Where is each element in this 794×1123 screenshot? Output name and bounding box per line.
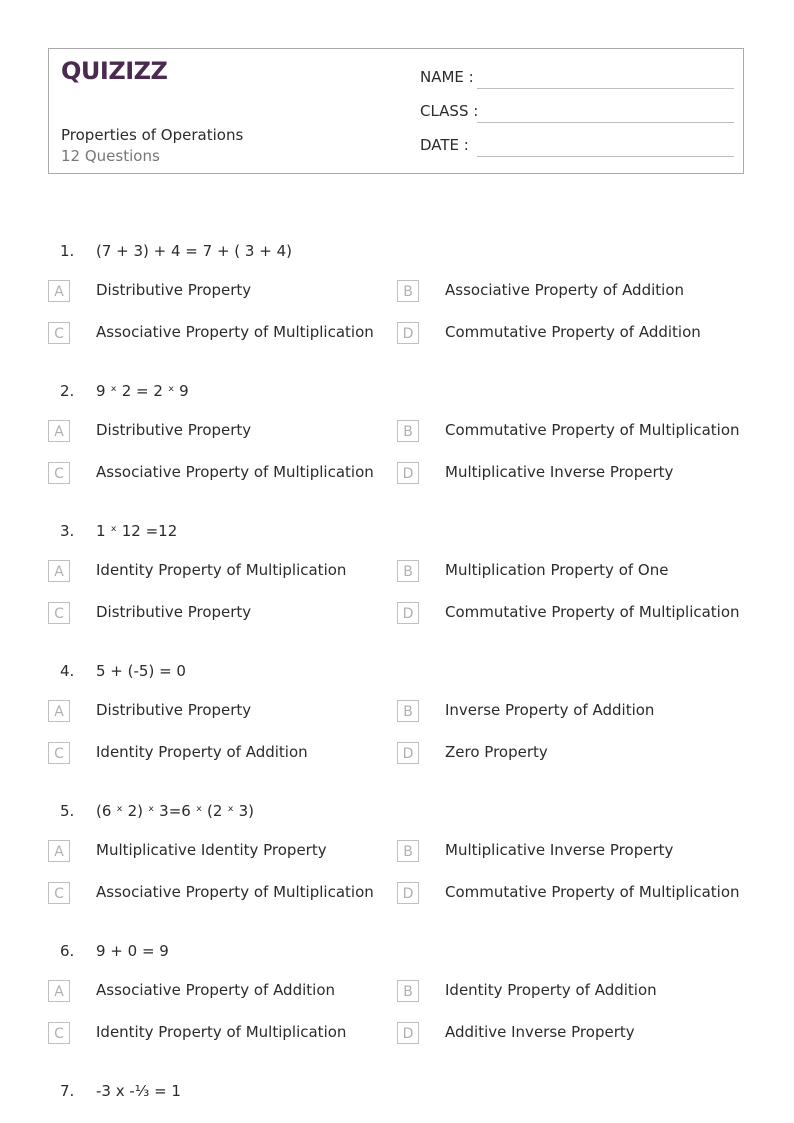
date-field[interactable] [420, 136, 734, 158]
option-text: Identity Property of Addition [445, 981, 657, 999]
option-text: Distributive Property [96, 701, 252, 719]
option-text: Distributive Property [96, 421, 252, 439]
option-text: Inverse Property of Addition [445, 701, 655, 719]
class-label: CLASS : [420, 102, 479, 120]
option-text: Associative Property of Multiplication [96, 883, 374, 901]
option-letter-box[interactable]: C [48, 742, 70, 764]
option-text: Identity Property of Multiplication [96, 1023, 347, 1041]
question-text: 9 ˣ 2 = 2 ˣ 9 [96, 382, 189, 400]
question-number: 6. [60, 942, 75, 960]
option-text: Distributive Property [96, 281, 252, 299]
option-letter-box[interactable]: D [397, 1022, 419, 1044]
question-number: 4. [60, 662, 75, 680]
option-text: Multiplicative Inverse Property [445, 841, 674, 859]
question-text: (6 ˣ 2) ˣ 3=6 ˣ (2 ˣ 3) [96, 802, 255, 820]
question-6 [0, 942, 794, 1082]
question-3 [0, 522, 794, 662]
question-number: 7. [60, 1082, 75, 1100]
option-letter-box[interactable]: B [397, 280, 419, 302]
question-1 [0, 242, 794, 382]
option-text: Distributive Property [96, 603, 252, 621]
option-letter-box[interactable]: C [48, 602, 70, 624]
question-count: 12 Questions [61, 147, 160, 165]
question-number: 2. [60, 382, 75, 400]
question-text: 9 + 0 = 9 [96, 942, 169, 960]
class-line[interactable] [477, 122, 734, 123]
question-7 [0, 1082, 794, 1112]
question-number: 1. [60, 242, 75, 260]
question-5 [0, 802, 794, 942]
option-letter-box[interactable]: D [397, 322, 419, 344]
date-line[interactable] [477, 156, 734, 157]
option-letter-box[interactable]: A [48, 420, 70, 442]
option-text: Multiplicative Inverse Property [445, 463, 674, 481]
question-text: -3 x -⅓ = 1 [96, 1082, 181, 1100]
option-text: Additive Inverse Property [445, 1023, 635, 1041]
question-4 [0, 662, 794, 802]
option-text: Associative Property of Addition [445, 281, 685, 299]
option-letter-box[interactable]: B [397, 840, 419, 862]
question-text: 1 ˣ 12 =12 [96, 522, 178, 540]
class-field[interactable] [420, 102, 734, 124]
option-letter-box[interactable]: C [48, 1022, 70, 1044]
quizizz-logo: QUIZIZZ [61, 57, 168, 85]
option-letter-box[interactable]: B [397, 980, 419, 1002]
option-text: Associative Property of Multiplication [96, 323, 374, 341]
worksheet-header [48, 48, 744, 174]
option-text: Associative Property of Multiplication [96, 463, 374, 481]
option-text: Zero Property [445, 743, 548, 761]
name-field[interactable] [420, 68, 734, 90]
option-letter-box[interactable]: C [48, 322, 70, 344]
question-text: 5 + (-5) = 0 [96, 662, 186, 680]
option-letter-box[interactable]: A [48, 840, 70, 862]
option-letter-box[interactable]: B [397, 700, 419, 722]
worksheet-title: Properties of Operations [61, 126, 244, 144]
option-letter-box[interactable]: A [48, 700, 70, 722]
question-text: (7 + 3) + 4 = 7 + ( 3 + 4) [96, 242, 292, 260]
option-text: Commutative Property of Multiplication [445, 883, 740, 901]
question-number: 3. [60, 522, 75, 540]
option-text: Multiplicative Identity Property [96, 841, 327, 859]
option-text: Associative Property of Addition [96, 981, 336, 999]
option-text: Multiplication Property of One [445, 561, 669, 579]
name-line[interactable] [477, 88, 734, 89]
option-text: Commutative Property of Multiplication [445, 603, 740, 621]
option-letter-box[interactable]: D [397, 602, 419, 624]
option-letter-box[interactable]: A [48, 980, 70, 1002]
option-letter-box[interactable]: B [397, 560, 419, 582]
option-letter-box[interactable]: B [397, 420, 419, 442]
option-letter-box[interactable]: D [397, 742, 419, 764]
option-letter-box[interactable]: A [48, 560, 70, 582]
option-letter-box[interactable]: C [48, 882, 70, 904]
date-label: DATE : [420, 136, 469, 154]
option-letter-box[interactable]: D [397, 882, 419, 904]
option-text: Identity Property of Addition [96, 743, 308, 761]
option-letter-box[interactable]: A [48, 280, 70, 302]
option-text: Commutative Property of Multiplication [445, 421, 740, 439]
option-text: Commutative Property of Addition [445, 323, 701, 341]
option-letter-box[interactable]: C [48, 462, 70, 484]
name-label: NAME : [420, 68, 474, 86]
option-letter-box[interactable]: D [397, 462, 419, 484]
option-text: Identity Property of Multiplication [96, 561, 347, 579]
question-number: 5. [60, 802, 75, 820]
question-2 [0, 382, 794, 522]
